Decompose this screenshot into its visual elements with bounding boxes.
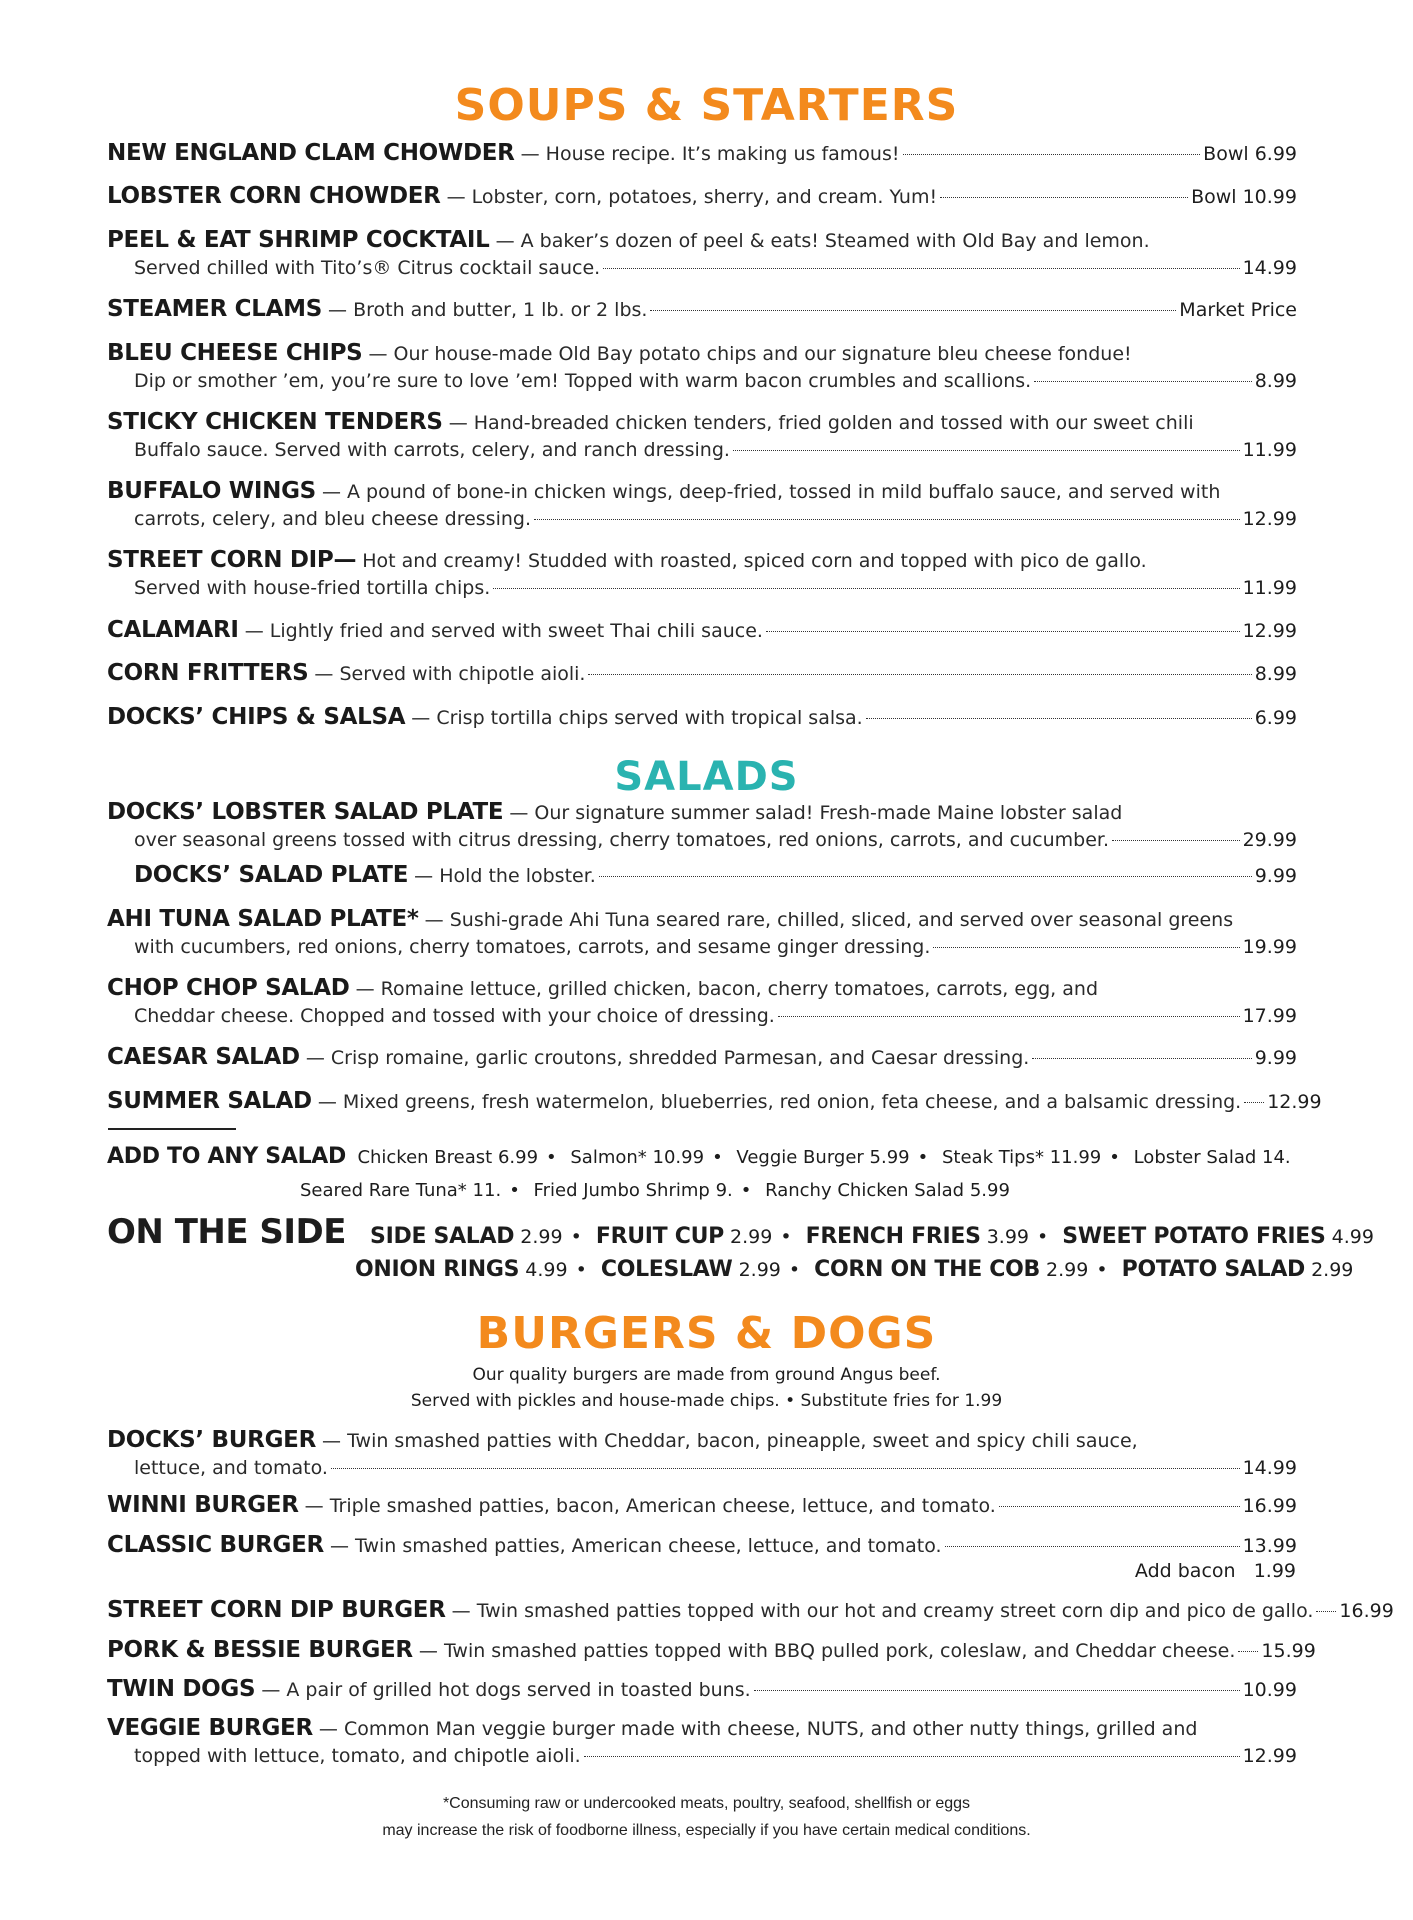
item-price: 11.99	[1242, 577, 1297, 599]
item-desc: — Hold the lobster.	[414, 865, 596, 887]
addon-price: 5.99	[969, 1180, 1010, 1201]
divider	[108, 1128, 236, 1130]
item-name: DOCKS’ LOBSTER SALAD PLATE	[107, 799, 504, 825]
menu-item	[107, 227, 1297, 282]
item-name: PEEL & EAT SHRIMP COCKTAIL	[107, 227, 490, 253]
item-desc: Dip or smother ’em, you’re sure to love ’em! Topped with warm bacon crumbles and scallions.	[134, 370, 1032, 392]
bullet-icon: •	[1109, 1147, 1120, 1168]
side-price: 2.99	[1311, 1259, 1354, 1281]
item-price: Market Price	[1179, 299, 1297, 321]
side-name: CORN ON THE COB	[814, 1257, 1040, 1282]
soups-title: SOUPS & STARTERS	[454, 80, 959, 131]
bullet-icon: •	[780, 1226, 792, 1248]
item-name: TWIN DOGS	[107, 1676, 256, 1702]
item-price: 19.99	[1242, 936, 1297, 958]
menu-item	[107, 704, 1297, 732]
bullet-icon: •	[575, 1259, 587, 1281]
item-name: AHI TUNA SALAD PLATE*	[107, 906, 419, 932]
bullet-icon: •	[712, 1147, 723, 1168]
bullet-icon: •	[509, 1180, 520, 1201]
menu-item	[107, 409, 1297, 464]
side-price: 2.99	[520, 1226, 563, 1248]
item-name: DOCKS’ SALAD PLATE	[134, 862, 409, 888]
item-desc: Served chilled with Tito’s® Citrus cocktail sauce.	[134, 257, 601, 279]
add-bacon-label: Add bacon	[1134, 1560, 1236, 1582]
item-desc: — Twin smashed patties topped with BBQ pulled pork, coleslaw, and Cheddar cheese.	[418, 1640, 1236, 1662]
item-price: 16.99	[1242, 1495, 1297, 1517]
item-desc: — Our house-made Old Bay potato chips and our signature bleu cheese fondue!	[368, 343, 1132, 365]
item-name: STREET CORN DIP—	[107, 547, 357, 573]
item-price: Bowl 6.99	[1203, 143, 1297, 165]
addon-name: Chicken Breast	[357, 1147, 493, 1168]
bullet-icon: •	[788, 1259, 801, 1281]
item-desc: — Lightly fried and served with sweet Thai chili sauce.	[244, 620, 763, 642]
item-name: BUFFALO WINGS	[107, 478, 316, 504]
side-price: 3.99	[986, 1226, 1030, 1248]
addon-price: 9.	[715, 1180, 733, 1201]
item-price: 15.99	[1261, 1640, 1316, 1662]
menu-item	[107, 617, 1297, 645]
side-name: FRENCH FRIES	[805, 1224, 981, 1249]
menu-item	[107, 296, 1297, 324]
sides-line-1	[107, 1214, 1374, 1255]
item-name: STREET CORN DIP BURGER	[107, 1597, 446, 1623]
bullet-icon: •	[570, 1226, 582, 1248]
menu-item	[107, 799, 1297, 854]
menu-item	[107, 140, 1297, 168]
item-name: DOCKS’ BURGER	[107, 1427, 316, 1453]
addon-price: 6.99	[497, 1147, 539, 1168]
menu-item	[107, 975, 1297, 1030]
item-desc: — A pair of grilled hot dogs served in toasted buns.	[261, 1679, 751, 1701]
salads-title: SALADS	[614, 754, 799, 800]
item-desc: — Broth and butter, 1 lb. or 2 lbs.	[328, 299, 648, 321]
disclaimer-line-2: may increase the risk of foodborne illness, especially if you have certain medical conditions.	[382, 1822, 1031, 1839]
menu-item	[107, 1044, 1297, 1072]
menu-item	[107, 1597, 1394, 1625]
sides-line-2	[355, 1252, 1353, 1288]
menu-item	[107, 1427, 1297, 1482]
item-desc: — Lobster, corn, potatoes, sherry, and cream. Yum!	[446, 186, 938, 208]
item-desc: — Mixed greens, fresh watermelon, blueberries, red onion, feta cheese, and a balsamic dressing.	[317, 1091, 1242, 1113]
item-price: 12.99	[1242, 1745, 1297, 1767]
item-desc: — A pound of bone-in chicken wings, deep-fried, tossed in mild buffalo sauce, and served with	[321, 481, 1221, 503]
side-price: 4.99	[1331, 1226, 1374, 1248]
item-desc: — Twin smashed patties topped with our hot and creamy street corn dip and pico de gallo.	[451, 1600, 1314, 1622]
menu-item	[134, 862, 1297, 890]
side-name: FRUIT CUP	[595, 1224, 724, 1249]
item-desc: — Hand-breaded chicken tenders, fried golden and tossed with our sweet chili	[448, 412, 1194, 434]
item-name: CHOP CHOP SALAD	[107, 975, 350, 1001]
item-name: LOBSTER CORN CHOWDER	[107, 183, 441, 209]
side-price: 4.99	[525, 1259, 568, 1281]
item-price: 6.99	[1254, 707, 1297, 729]
item-desc: — Crisp romaine, garlic croutons, shredded Parmesan, and Caesar dressing.	[305, 1047, 1030, 1069]
item-desc: — Triple smashed patties, bacon, American cheese, lettuce, and tomato.	[304, 1495, 996, 1517]
item-price: 8.99	[1254, 370, 1297, 392]
item-price: 14.99	[1242, 257, 1297, 279]
item-name: BLEU CHEESE CHIPS	[107, 340, 363, 366]
item-desc: — A baker’s dozen of peel & eats! Steamed with Old Bay and lemon.	[495, 230, 1150, 252]
item-desc: carrots, celery, and bleu cheese dressing.	[134, 508, 532, 530]
item-price: 9.99	[1254, 865, 1297, 887]
addon-name: Fried Jumbo Shrimp	[533, 1180, 710, 1201]
add-bacon-price: 1.99	[1253, 1560, 1296, 1582]
menu-item	[107, 478, 1297, 533]
burgers-note-1: Our quality burgers are made from ground Angus beef.	[472, 1365, 941, 1385]
item-name: VEGGIE BURGER	[107, 1715, 313, 1741]
side-name: COLESLAW	[600, 1257, 733, 1282]
item-desc: Cheddar cheese. Chopped and tossed with your choice of dressing.	[134, 1005, 775, 1027]
menu-item	[107, 1532, 1297, 1560]
item-desc: topped with lettuce, tomato, and chipotle aioli.	[134, 1745, 581, 1767]
item-desc: with cucumbers, red onions, cherry tomatoes, carrots, and sesame ginger dressing.	[134, 936, 931, 958]
side-name: SWEET POTATO FRIES	[1062, 1224, 1326, 1249]
item-price: 17.99	[1242, 1005, 1297, 1027]
item-desc: — House recipe. It’s making us famous!	[520, 143, 900, 165]
item-price: 9.99	[1254, 1047, 1297, 1069]
item-desc: — Common Man veggie burger made with cheese, NUTS, and other nutty things, grilled and	[318, 1718, 1198, 1740]
item-desc: — Twin smashed patties, American cheese, lettuce, and tomato.	[329, 1535, 942, 1557]
addon-price: 11.99	[1049, 1147, 1102, 1168]
menu-item	[107, 1715, 1297, 1770]
menu-item	[107, 547, 1297, 602]
menu-item	[107, 1492, 1297, 1520]
addon-name: Lobster Salad	[1133, 1147, 1257, 1168]
menu-item	[107, 340, 1297, 395]
item-desc: over seasonal greens tossed with citrus dressing, cherry tomatoes, red onions, carrots, and cucumber.	[134, 829, 1109, 851]
item-price: 14.99	[1242, 1457, 1297, 1479]
item-desc: — Twin smashed patties with Cheddar, bacon, pineapple, sweet and spicy chili sauce,	[322, 1430, 1138, 1452]
item-price: 12.99	[1242, 508, 1297, 530]
item-desc: — Romaine lettuce, grilled chicken, bacon, cherry tomatoes, carrots, egg, and	[355, 978, 1099, 1000]
bullet-icon: •	[1037, 1226, 1049, 1248]
addon-price: 14.	[1262, 1147, 1291, 1168]
item-desc: Served with house-fried tortilla chips.	[134, 577, 491, 599]
item-desc: Hot and creamy! Studded with roasted, spiced corn and topped with pico de gallo.	[362, 550, 1147, 572]
item-name: SUMMER SALAD	[107, 1088, 312, 1114]
item-price: Bowl 10.99	[1191, 186, 1297, 208]
item-name: WINNI BURGER	[107, 1492, 299, 1518]
side-name: POTATO SALAD	[1121, 1257, 1306, 1282]
item-name: CALAMARI	[107, 617, 239, 643]
side-price: 2.99	[730, 1226, 773, 1248]
item-desc: — Crisp tortilla chips served with tropical salsa.	[411, 707, 863, 729]
side-name: SIDE SALAD	[370, 1224, 515, 1249]
bullet-icon: •	[1096, 1259, 1108, 1281]
disclaimer-line-1: *Consuming raw or undercooked meats, poultry, seafood, shellfish or eggs	[442, 1795, 971, 1812]
add-to-salad-line-1	[107, 1140, 1291, 1175]
menu-item	[107, 183, 1297, 211]
bullet-icon: •	[917, 1147, 929, 1168]
item-price: 29.99	[1242, 829, 1297, 851]
menu-item	[107, 906, 1297, 961]
addon-price: 10.99	[652, 1147, 705, 1168]
item-name: PORK & BESSIE BURGER	[107, 1637, 413, 1663]
menu-item	[107, 1088, 1322, 1116]
side-name: ONION RINGS	[355, 1257, 520, 1282]
addon-name: Salmon*	[570, 1147, 647, 1168]
item-price: 16.99	[1339, 1600, 1394, 1622]
item-desc: — Served with chipotle aioli.	[314, 663, 586, 685]
addon-price: 5.99	[869, 1147, 910, 1168]
side-price: 2.99	[738, 1259, 781, 1281]
item-price: 11.99	[1242, 439, 1297, 461]
burgers-note-2: Served with pickles and house-made chips. • Substitute fries for 1.99	[410, 1391, 1003, 1411]
addon-name: Veggie Burger	[736, 1147, 864, 1168]
item-desc: Buffalo sauce. Served with carrots, celery, and ranch dressing.	[134, 439, 730, 461]
item-name: CORN FRITTERS	[107, 660, 309, 686]
add-to-salad-line-2	[300, 1174, 1010, 1208]
item-desc: — Our signature summer salad! Fresh-made Maine lobster salad	[509, 802, 1123, 824]
addon-name: Ranchy Chicken Salad	[765, 1180, 965, 1201]
bullet-icon: •	[740, 1180, 752, 1201]
addon-price: 11.	[472, 1180, 502, 1201]
item-name: CLASSIC BURGER	[107, 1532, 324, 1558]
item-desc: — Sushi-grade Ahi Tuna seared rare, chilled, sliced, and served over seasonal greens	[424, 909, 1234, 931]
item-name: DOCKS’ CHIPS & SALSA	[107, 704, 406, 730]
item-name: CAESAR SALAD	[107, 1044, 300, 1070]
item-name: STICKY CHICKEN TENDERS	[107, 409, 443, 435]
menu-item	[107, 1637, 1316, 1665]
addon-name: Seared Rare Tuna*	[300, 1180, 467, 1201]
add-bacon	[1135, 1560, 1296, 1582]
item-price: 10.99	[1242, 1679, 1297, 1701]
addon-name: Steak Tips*	[941, 1147, 1044, 1168]
item-price: 12.99	[1242, 620, 1297, 642]
sides-title: ON THE SIDE	[107, 1212, 346, 1252]
bullet-icon: •	[546, 1147, 557, 1168]
add-to-salad-label: ADD TO ANY SALAD	[107, 1144, 346, 1169]
item-price: 8.99	[1254, 663, 1297, 685]
menu-item	[107, 1676, 1297, 1704]
item-name: STEAMER CLAMS	[107, 296, 322, 322]
burgers-title: BURGERS & DOGS	[476, 1308, 937, 1359]
item-desc: lettuce, and tomato.	[134, 1457, 328, 1479]
menu-item	[107, 660, 1297, 688]
item-price: 13.99	[1242, 1535, 1297, 1557]
side-price: 2.99	[1046, 1259, 1089, 1281]
item-name: NEW ENGLAND CLAM CHOWDER	[107, 140, 515, 166]
item-price: 12.99	[1267, 1091, 1322, 1113]
